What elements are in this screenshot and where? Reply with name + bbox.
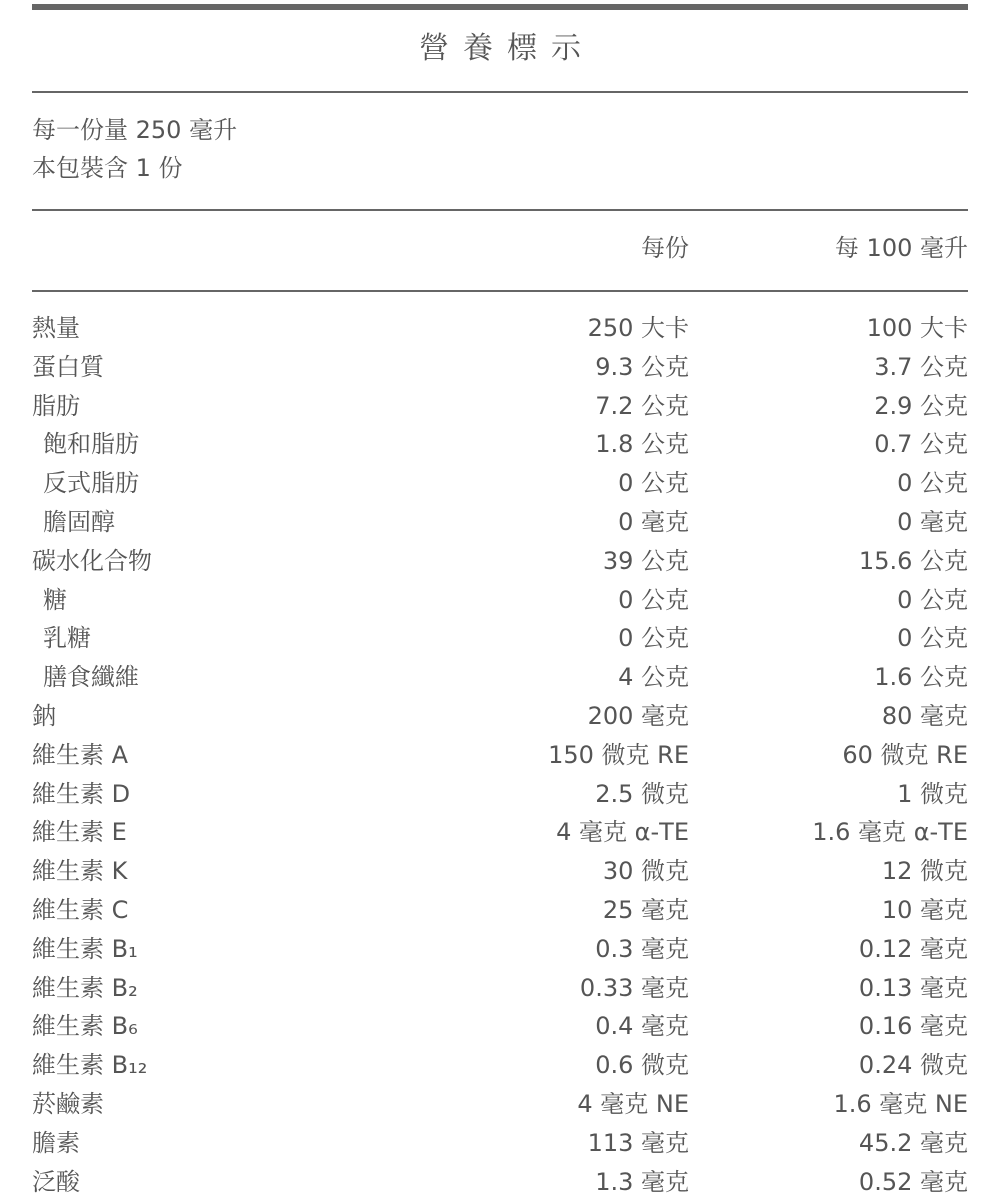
- value-per-serving: 150 微克 RE: [548, 740, 689, 769]
- nutrient-name: 維生素 B₂: [32, 973, 138, 1002]
- value-per-100ml: 45.2 毫克: [858, 1128, 968, 1157]
- table-row: [32, 736, 968, 775]
- value-per-100ml: 0 公克: [897, 624, 968, 653]
- serving-size: 每一份量 250 毫升: [32, 116, 238, 144]
- value-per-serving: 7.2 公克: [595, 391, 689, 420]
- nutrient-name: 脂肪: [32, 391, 80, 420]
- value-per-serving: 0.33 毫克: [579, 973, 689, 1002]
- divider: [32, 290, 968, 292]
- value-per-100ml: 0.7 公克: [874, 430, 968, 459]
- value-per-serving: 0 毫克: [618, 507, 689, 536]
- table-row: [32, 969, 968, 1008]
- table-row: [32, 1046, 968, 1085]
- value-per-serving: 0.6 微克: [595, 1051, 689, 1080]
- table-row: [32, 542, 968, 581]
- value-per-serving: 0.4 毫克: [595, 1012, 689, 1041]
- table-row: [32, 775, 968, 814]
- value-per-100ml: 0.16 毫克: [858, 1012, 968, 1041]
- value-per-serving: 30 微克: [602, 857, 689, 886]
- table-row: [32, 930, 968, 969]
- value-per-serving: 0 公克: [618, 585, 689, 614]
- table-row: [32, 1085, 968, 1124]
- value-per-serving: 2.5 微克: [595, 779, 689, 808]
- value-per-100ml: 2.9 公克: [874, 391, 968, 420]
- divider: [32, 209, 968, 211]
- value-per-100ml: 1.6 公克: [874, 663, 968, 692]
- value-per-100ml: 1 微克: [897, 779, 968, 808]
- nutrient-name: 膳食纖維: [43, 663, 139, 692]
- value-per-100ml: 1.6 毫克 α-TE: [812, 818, 968, 847]
- value-per-serving: 4 公克: [618, 663, 689, 692]
- table-row: [32, 581, 968, 620]
- value-per-100ml: 0.24 微克: [858, 1051, 968, 1080]
- nutrient-name: 鈉: [32, 701, 56, 730]
- value-per-100ml: 0 公克: [897, 585, 968, 614]
- value-per-100ml: 1.6 毫克 NE: [833, 1089, 968, 1118]
- nutrient-name: 維生素 K: [32, 857, 128, 886]
- divider: [32, 91, 968, 93]
- table-row: [32, 697, 968, 736]
- value-per-100ml: 100 大卡: [866, 314, 968, 342]
- value-per-serving: 1.8 公克: [595, 430, 689, 459]
- table-row: [32, 891, 968, 930]
- nutrient-name: 維生素 B₁₂: [32, 1051, 148, 1080]
- nutrient-name: 維生素 A: [32, 740, 129, 769]
- label-title: 營養標示: [419, 31, 595, 66]
- value-per-100ml: 12 微克: [881, 857, 968, 886]
- value-per-100ml: 0 公克: [897, 469, 968, 498]
- table-row: [32, 425, 968, 464]
- value-per-serving: 1.3 毫克: [595, 1167, 689, 1196]
- nutrient-name: 維生素 C: [32, 895, 129, 924]
- nutrient-name: 維生素 D: [32, 779, 131, 808]
- table-row: [32, 387, 968, 426]
- table-row: [32, 658, 968, 697]
- value-per-serving: 4 毫克 α-TE: [556, 818, 689, 847]
- value-per-serving: 39 公克: [602, 546, 689, 575]
- nutrient-name: 菸鹼素: [32, 1089, 104, 1118]
- table-row: [32, 1163, 968, 1201]
- nutrient-name: 維生素 B₁: [32, 934, 138, 963]
- nutrient-name: 泛酸: [32, 1167, 80, 1196]
- value-per-serving: 25 毫克: [602, 895, 689, 924]
- column-header-per-serving: 每份: [641, 234, 689, 262]
- value-per-100ml: 0 毫克: [897, 507, 968, 536]
- nutrient-name: 糖: [43, 585, 67, 614]
- nutrient-name: 蛋白質: [32, 352, 104, 381]
- value-per-100ml: 0.13 毫克: [858, 973, 968, 1002]
- value-per-serving: 200 毫克: [587, 701, 689, 730]
- nutrient-name: 維生素 B₆: [32, 1012, 138, 1041]
- nutrient-name: 膽素: [32, 1128, 80, 1157]
- nutrient-name: 熱量: [32, 314, 80, 342]
- value-per-serving: 0.3 毫克: [595, 934, 689, 963]
- value-per-serving: 0 公克: [618, 624, 689, 653]
- value-per-100ml: 0.52 毫克: [858, 1167, 968, 1196]
- value-per-100ml: 80 毫克: [881, 701, 968, 730]
- nutrient-table: [32, 309, 968, 1201]
- column-header-per-100ml: 每 100 毫升: [834, 234, 968, 262]
- nutrient-name: 膽固醇: [43, 507, 115, 536]
- nutrient-name: 乳糖: [43, 624, 91, 653]
- nutrient-name: 反式脂肪: [43, 469, 139, 498]
- table-row: [32, 1007, 968, 1046]
- value-per-100ml: 60 微克 RE: [842, 740, 968, 769]
- table-row: [32, 309, 968, 348]
- value-per-serving: 4 毫克 NE: [577, 1089, 689, 1118]
- value-per-serving: 0 公克: [618, 469, 689, 498]
- table-row: [32, 503, 968, 542]
- value-per-serving: 9.3 公克: [595, 352, 689, 381]
- nutrient-name: 維生素 E: [32, 818, 127, 847]
- nutrient-name: 飽和脂肪: [43, 430, 139, 459]
- value-per-100ml: 15.6 公克: [858, 546, 968, 575]
- table-row: [32, 619, 968, 658]
- servings-per-pack: 本包裝含 1 份: [32, 154, 183, 182]
- table-row: [32, 348, 968, 387]
- value-per-serving: 113 毫克: [587, 1128, 689, 1157]
- nutrient-name: 碳水化合物: [32, 546, 152, 575]
- value-per-serving: 250 大卡: [587, 314, 689, 342]
- top-border-bar: [32, 4, 968, 10]
- table-row: [32, 1124, 968, 1163]
- value-per-100ml: 0.12 毫克: [858, 934, 968, 963]
- value-per-100ml: 3.7 公克: [874, 352, 968, 381]
- table-row: [32, 852, 968, 891]
- table-row: [32, 464, 968, 503]
- table-row: [32, 813, 968, 852]
- value-per-100ml: 10 毫克: [881, 895, 968, 924]
